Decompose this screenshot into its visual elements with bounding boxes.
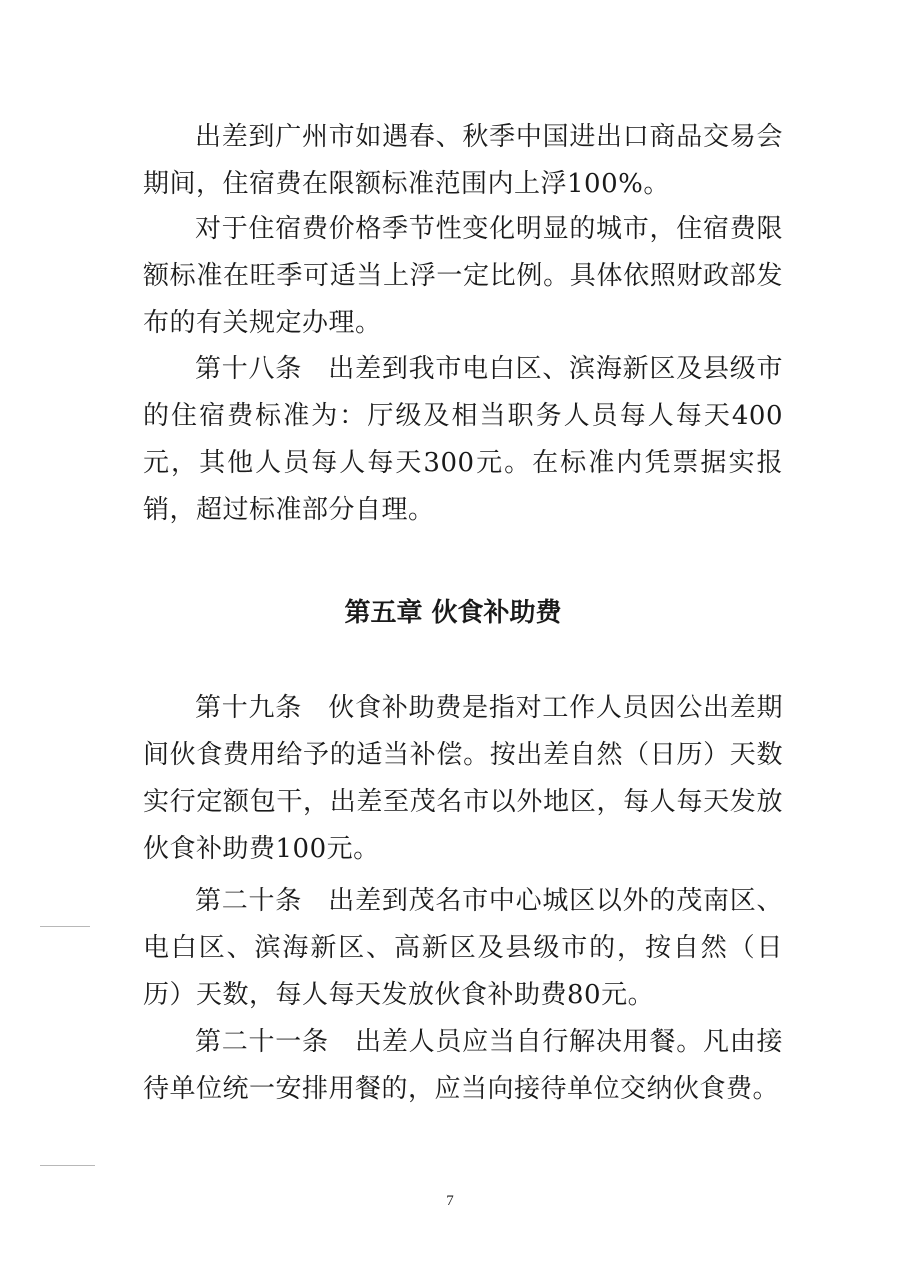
- chapter-title: 第五章 伙食补助费: [344, 598, 562, 628]
- paragraph-canton-fair: 出差到广州市如遇春、秋季中国进出口商品交易会期间，住宿费在限额标准范围内上浮100%。: [143, 122, 783, 199]
- article-20-label: 第二十条: [195, 886, 303, 916]
- page-number: 7: [446, 1193, 454, 1209]
- scan-mark: [40, 926, 90, 927]
- article-20: [143, 878, 783, 1019]
- article-18-label: 第十八条: [195, 354, 303, 384]
- article-18: [143, 346, 783, 534]
- article-19-label: 第十九条: [195, 693, 303, 723]
- article-21-label: 第二十一条: [195, 1027, 329, 1057]
- paragraph-seasonal-rates: 对于住宿费价格季节性变化明显的城市，住宿费限额标准在旺季可适当上浮一定比例。具体依照财政部发布的有关规定办理。: [143, 214, 783, 338]
- article-21-text: 出差人员应当自行解决用餐。凡由接待单位统一安排用餐的，应当向接待单位交纳伙食费。: [143, 1027, 783, 1104]
- article-21: [143, 1019, 783, 1113]
- article-19-text: 伙食补助费是指对工作人员因公出差期间伙食费用给予的适当补偿。按出差自然（日历）天数实行定额包干，出差至茂名市以外地区，每人每天发放伙食补助费100元。: [143, 693, 783, 864]
- scan-mark: [40, 1165, 95, 1166]
- article-20-text: 出差到茂名市中心城区以外的茂南区、电白区、滨海新区、高新区及县级市的，按自然（日历）天数，每人每天发放伙食补助费80元。: [143, 886, 783, 1010]
- article-18-text: 出差到我市电白区、滨海新区及县级市的住宿费标准为：厅级及相当职务人员每人每天400元，其他人员每人每天300元。在标准内凭票据实报销，超过标准部分自理。: [143, 354, 783, 525]
- article-19: [143, 685, 783, 873]
